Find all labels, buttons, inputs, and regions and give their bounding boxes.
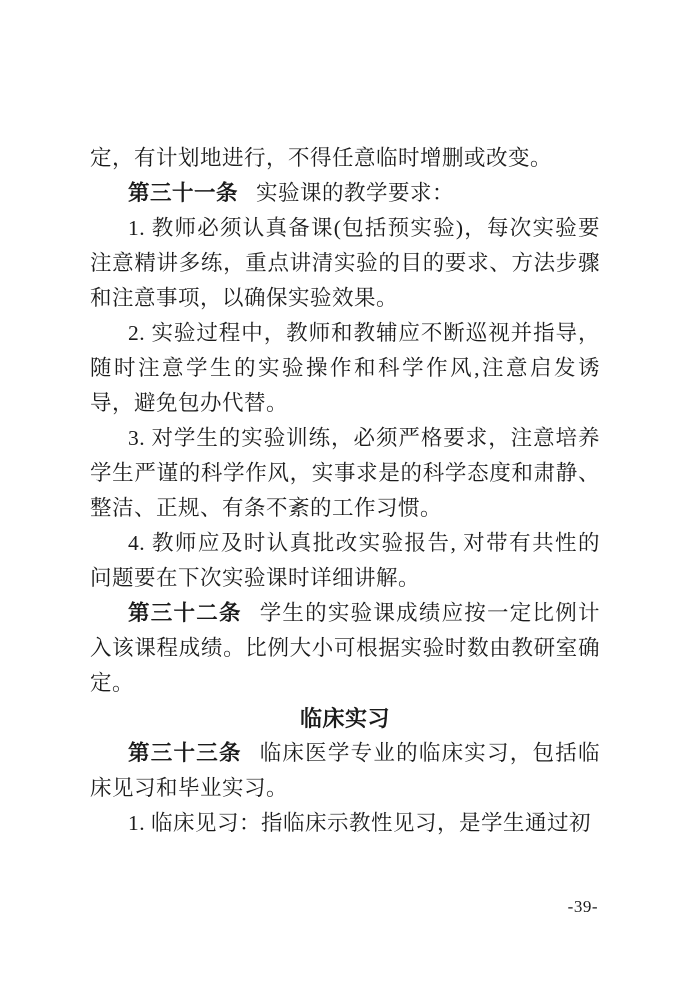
article-33-label: 第三十三条 bbox=[128, 741, 242, 765]
list-item-1: 1. 教师必须认真备课(包括预实验)，每次实验要注意精讲多练，重点讲清实验的目的要求、方法步骤和注意事项，以确保实验效果。 bbox=[90, 216, 600, 310]
list-item-2: 2. 实验过程中，教师和教辅应不断巡视并指导，随时注意学生的实验操作和科学作风,注意启发诱导，避免包办代替。 bbox=[90, 321, 600, 415]
list-item-4: 4. 教师应及时认真批改实验报告, 对带有共性的问题要在下次实验课时详细讲解。 bbox=[90, 531, 600, 590]
article-32-label: 第三十二条 bbox=[128, 601, 242, 625]
section-heading-clinical-practice: 临床实习 bbox=[299, 706, 390, 731]
list-item-3: 3. 对学生的实验训练，必须严格要求，注意培养学生严谨的科学作风，实事求是的科学态度和肃静、整洁、正规、有条不紊的工作习惯。 bbox=[90, 426, 600, 520]
article-31-paragraph bbox=[90, 176, 600, 211]
article-31-label: 第三十一条 bbox=[128, 181, 239, 205]
text-block bbox=[90, 141, 600, 841]
page-number: -39- bbox=[567, 897, 598, 916]
article-32-paragraph bbox=[90, 596, 600, 701]
article-33-text: 临床医学专业的临床实习，包括临床见习和毕业实习。 bbox=[90, 741, 600, 800]
article-31-text: 实验课的教学要求： bbox=[256, 181, 455, 205]
continuation-paragraph: 定，有计划地进行，不得任意临时增删或改变。 bbox=[90, 146, 553, 170]
article-32-text: 学生的实验课成绩应按一定比例计入该课程成绩。比例大小可根据实验时数由教研室确定。 bbox=[90, 601, 600, 695]
article-33-paragraph bbox=[90, 736, 600, 806]
list-item-clinical-1: 1. 临床见习：指临床示教性见习，是学生通过初 bbox=[128, 811, 592, 835]
